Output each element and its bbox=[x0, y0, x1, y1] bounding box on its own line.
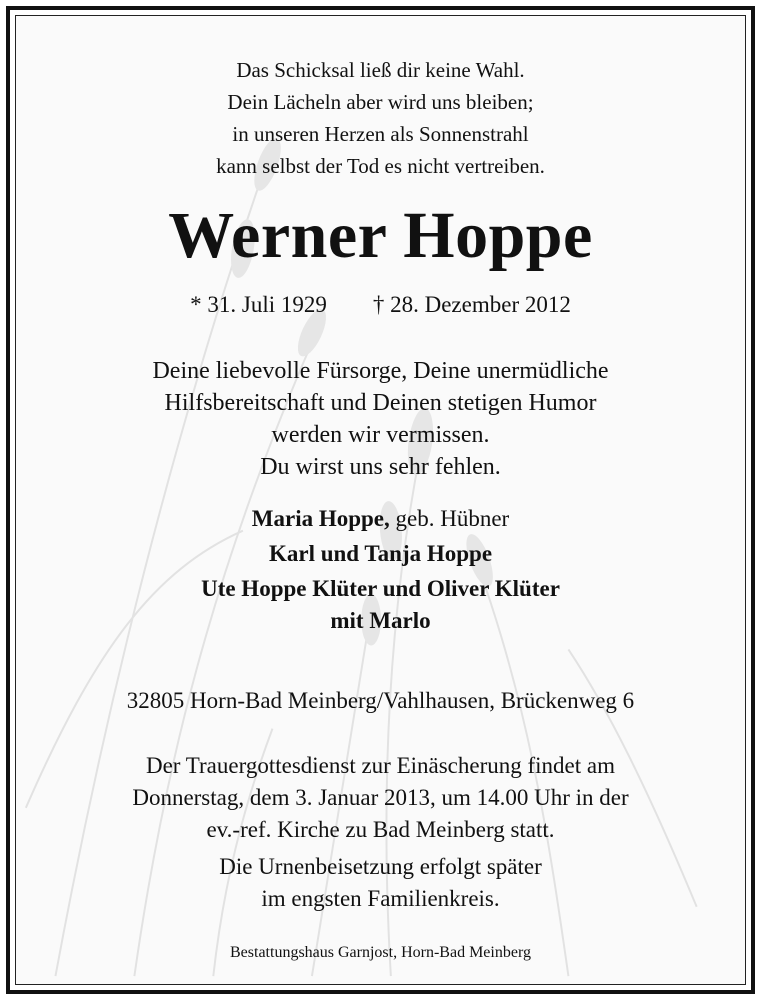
service-line-2: Donnerstag, dem 3. Januar 2013, um 14.00 Uhr in der bbox=[132, 785, 629, 810]
undertaker: Bestattungshaus Garnjost, Horn-Bad Meinberg bbox=[230, 944, 531, 961]
obituary-content bbox=[16, 16, 745, 984]
address: 32805 Horn-Bad Meinberg/Vahlhausen, Brückenweg 6 bbox=[126, 688, 635, 713]
service-line-1: Der Trauergottesdienst zur Einäscherung findet am bbox=[145, 753, 616, 778]
family-maiden-name: geb. Hübner bbox=[395, 506, 510, 531]
poem-line-4: kann selbst der Tod es nicht vertreiben. bbox=[216, 154, 545, 178]
service-line-4: Die Urnenbeisetzung erfolgt später bbox=[219, 854, 542, 879]
message-line-3: werden wir vermissen. bbox=[271, 422, 490, 448]
message-line-4: Du wirst uns sehr fehlen. bbox=[260, 454, 501, 480]
family-name-bold: Maria Hoppe, bbox=[251, 506, 390, 531]
life-dates bbox=[16, 292, 745, 318]
poem-line-3: in unseren Herzen als Sonnenstrahl bbox=[232, 122, 529, 146]
poem-line-2: Dein Lächeln aber wird uns bleiben; bbox=[227, 90, 534, 114]
family-line-3: Ute Hoppe Klüter und Oliver Klüter bbox=[201, 576, 560, 601]
message-line-1: Deine liebevolle Fürsorge, Deine unermüdliche bbox=[152, 358, 609, 384]
family-line-2: Karl und Tanja Hoppe bbox=[268, 541, 493, 566]
obituary-panel bbox=[15, 15, 746, 985]
service-line-5: im engsten Familienkreis. bbox=[261, 886, 500, 911]
service-line-3: ev.-ref. Kirche zu Bad Meinberg statt. bbox=[206, 817, 555, 842]
message-line-2: Hilfsbereitschaft und Deinen stetigen Humor bbox=[164, 390, 597, 416]
birth-date: * 31. Juli 1929 bbox=[190, 292, 327, 317]
family-line-1 bbox=[16, 506, 745, 532]
family-line-4: mit Marlo bbox=[330, 608, 431, 633]
deceased-name: Werner Hoppe bbox=[168, 199, 593, 272]
obituary-frame bbox=[6, 6, 755, 994]
poem-line-1: Das Schicksal ließ dir keine Wahl. bbox=[236, 58, 525, 82]
death-date: † 28. Dezember 2012 bbox=[372, 292, 571, 317]
